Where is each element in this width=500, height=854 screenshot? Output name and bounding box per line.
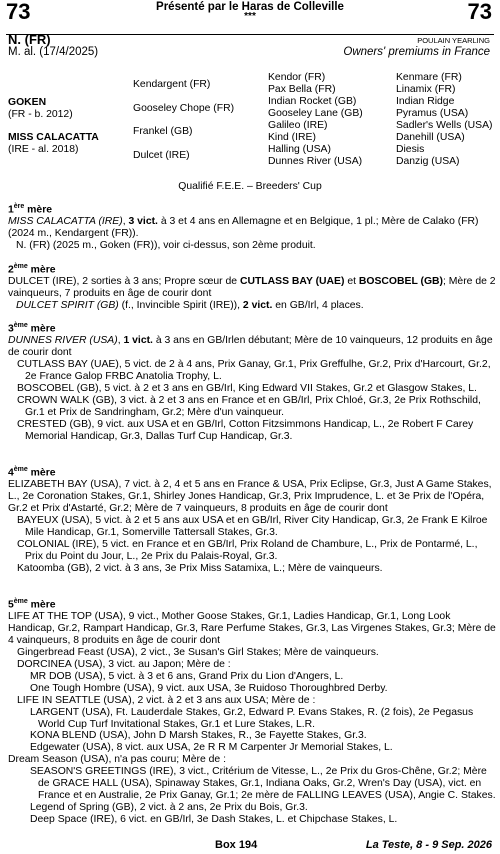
box-number: Box 194 bbox=[215, 839, 258, 851]
great-great-grandparent: Diesis bbox=[396, 144, 425, 155]
produce-line: CROWN WALK (GB), 3 vict. à 2 et 3 ans en France et en GB/Irl, Prix Chloé, Gr.3, 2e Prix Rothschild, Gr.1 et Prix de Sandringham, Gr.2; Mère d'un vainqueur. bbox=[17, 394, 481, 418]
dam-paragraph: ELIZABETH BAY (USA), 7 vict. à 2, 4 et 5 ans en France & USA, Prix Eclipse, Gr.3, Just A Game Stakes, L., 2e Coronation Stakes, Gr.1, Shirley Jones Handicap, Gr.3, Prix Imprudence, L. et 3e Prix de l'Opéra, Gr.2 et Prix d'Astarté, Gr.2; Mère de 7 vainqueurs, 8 produits en âge de courir dont bbox=[8, 479, 492, 515]
pedigree-dam-info: (IRE - al. 2018) bbox=[8, 144, 79, 155]
dam-paragraph: DUNNES RIVER (USA), 1 vict. à 3 ans en GB/Irlen débutant; Mère de 10 vainqueurs, 12 produits en âge de courir dont bbox=[8, 335, 493, 359]
produce-line: Gingerbread Feast (USA), 2 vict., 3e Susan's Girl Stakes; Mère de vainqueurs. bbox=[17, 647, 379, 659]
great-great-grandparent: Linamix (FR) bbox=[396, 84, 456, 95]
header-divider bbox=[6, 34, 494, 35]
great-grandparent: Galileo (IRE) bbox=[268, 120, 328, 131]
great-grandparent: Pax Bella (FR) bbox=[268, 84, 336, 95]
great-great-grandparent: Pyramus (USA) bbox=[396, 108, 469, 119]
pedigree-dam: MISS CALACATTA bbox=[8, 132, 99, 143]
great-grandparent: Dunnes River (USA) bbox=[268, 156, 363, 167]
lot-number-left: 73 bbox=[6, 0, 31, 24]
produce-line: Dream Season (USA), n'a pas couru; Mère de : bbox=[8, 754, 226, 766]
category-label: POULAIN YEARLING bbox=[417, 36, 490, 45]
produce-line: MR DOB (USA), 5 vict. à 3 et 6 ans, Grand Prix du Lion d'Angers, L. bbox=[30, 670, 344, 682]
section-title: 4ème mère bbox=[8, 466, 56, 479]
premiums-label: Owners' premiums in France bbox=[343, 46, 490, 58]
section-title: 1ère mère bbox=[8, 203, 53, 216]
section-title: 3ème mère bbox=[8, 322, 56, 335]
section-1ere-mere bbox=[8, 201, 496, 252]
produce-line: One Tough Hombre (USA), 9 vict. aux USA, 3e Ruidoso Thoroughbred Derby. bbox=[30, 682, 388, 694]
section-title: 5ème mère bbox=[8, 598, 56, 611]
great-grandparent: Gooseley Lane (GB) bbox=[268, 108, 363, 119]
produce-line: CUTLASS BAY (UAE), 5 vict. de 2 à 4 ans, Prix Ganay, Gr.1, Prix Greffulhe, Gr.2, Prix d'Harcourt, Gr.2, 2e France Galop FRBC Anatolia Trophy, L. bbox=[17, 359, 491, 383]
produce-line: DORCINEA (USA), 3 vict. au Japon; Mère de : bbox=[17, 659, 231, 670]
produce-line: BOSCOBEL (GB), 5 vict. à 2 et 3 ans en GB/Irl, King Edward VII Stakes, Gr.2 et Glasgow Stakes, L. bbox=[17, 383, 477, 394]
horse-name: N. (FR) bbox=[8, 32, 51, 47]
pedigree-sire: GOKEN bbox=[8, 97, 47, 108]
produce-line: KONA BLEND (USA), John D Marsh Stakes, R., 3e Fayette Stakes, Gr.3. bbox=[30, 730, 367, 742]
section-title: 2ème mère bbox=[8, 263, 56, 276]
presenter-line: Présenté par le Haras de Colleville bbox=[156, 1, 344, 13]
section-5eme-mere bbox=[8, 596, 496, 826]
produce-line: Deep Space (IRE), 6 vict. en GB/Irl, 3e Dash Stakes, L. et Chipchase Stakes, L. bbox=[30, 813, 398, 825]
dam-paragraph: MISS CALACATTA (IRE), 3 vict. à 3 et 4 ans en Allemagne et en Belgique, 1 pl.; Mère de Calako (FR) (2024 m., Kendargent (FR)). bbox=[8, 216, 479, 240]
dam-paragraph: DULCET (IRE), 2 sorties à 3 ans; Propre sœur de CUTLASS BAY (UAE) et BOSCOBEL (GB); Mère de 2 vainqueurs, 7 produits en âge de courir dont bbox=[8, 276, 496, 300]
qualification-line: Qualifié F.E.E. – Breeders' Cup bbox=[178, 181, 322, 192]
produce-line: COLONIAL (IRE), 5 vict. en France et en GB/Irl, Prix Roland de Chambure, L., Prix de Pontarmé, L., Prix du Point du Jour, L., 2e Prix du Palais-Royal, Gr.3. bbox=[17, 538, 478, 562]
produce-line: Edgewater (USA), 8 vict. aux USA, 2e R R M Carpenter Jr Memorial Stakes, L. bbox=[30, 742, 393, 754]
section-2eme-mere bbox=[8, 261, 496, 312]
produce-line: N. (FR) (2025 m., Goken (FR)), voir ci-dessus, son 2ème produit. bbox=[16, 240, 316, 252]
grandparent: Kendargent (FR) bbox=[133, 79, 211, 90]
great-grandparent: Kendor (FR) bbox=[268, 72, 326, 83]
great-grandparent: Indian Rocket (GB) bbox=[268, 96, 357, 107]
produce-line: Legend of Spring (GB), 2 vict. à 2 ans, 2e Prix du Bois, Gr.3. bbox=[30, 801, 308, 813]
pedigree-sire-info: (FR - b. 2012) bbox=[8, 109, 73, 120]
great-great-grandparent: Indian Ridge bbox=[396, 96, 455, 107]
sex-colour-birth: M. al. (17/4/2025) bbox=[8, 46, 99, 58]
produce-line: CRESTED (GB), 9 vict. aux USA et en GB/Irl, Cotton Fitzsimmons Handicap, L., 2e Robert F Carey Memorial Handicap, Gr.3, Dallas Turf Cup Handicap, Gr.3. bbox=[17, 418, 474, 442]
great-great-grandparent: Danzig (USA) bbox=[396, 156, 460, 167]
produce-line: LARGENT (USA), Ft. Lauderdale Stakes, Gr.2, Edward P. Evans Stakes, R. (2 fois), 2e Pegasus World Cup Turf Invitational Stakes, Gr.1 et Lure Stakes, L.R. bbox=[30, 706, 474, 730]
dam-paragraph: LIFE AT THE TOP (USA), 9 vict., Mother Goose Stakes, Gr.1, Ladies Handicap, Gr.1, Long Look Handicap, Gr.2, Rampart Handicap, Gr.3, Rare Perfume Stakes, Gr.3, Las Virgenes Stakes, Gr.3; Mère de 4 vainqueurs, 8 produits en âge de courir dont bbox=[8, 611, 496, 647]
great-great-grandparent: Kenmare (FR) bbox=[396, 72, 462, 83]
produce-line: Katoomba (GB), 2 vict. à 3 ans, 3e Prix Miss Satamixa, L.; Mère de vainqueurs. bbox=[17, 562, 383, 574]
section-3eme-mere bbox=[8, 320, 496, 443]
produce-line: SEASON'S GREETINGS (IRE), 3 vict., Critérium de Vitesse, L., 2e Prix du Gros-Chêne, Gr.2; Mère de GRACE HALL (USA), Spinaway Stakes, Gr.1, Indiana Oaks, Gr.2, Wren's Day (USA), vict. en France et en Australie, 2e Prix Ganay, Gr.1; 2e mère de FALLING LEAVES (USA), Angie C. Stakes. bbox=[30, 766, 496, 801]
great-grandparent: Kind (IRE) bbox=[268, 132, 316, 143]
great-great-grandparent: Sadler's Wells (USA) bbox=[396, 120, 493, 131]
great-great-grandparent: Danehill (USA) bbox=[396, 132, 465, 143]
great-grandparent: Halling (USA) bbox=[268, 144, 331, 155]
produce-line: BAYEUX (USA), 5 vict. à 2 et 5 ans aux USA et en GB/Irl, River City Handicap, Gr.3, 2e Frank E Kilroe Mile Handicap, Gr.1, Somerville Tattersall Stakes, Gr.3. bbox=[17, 515, 488, 538]
grandparent: Dulcet (IRE) bbox=[133, 150, 190, 161]
grandparent: Frankel (GB) bbox=[133, 126, 193, 137]
grandparent: Gooseley Chope (FR) bbox=[133, 103, 235, 114]
lot-number-right: 73 bbox=[467, 0, 492, 24]
produce-line: DULCET SPIRIT (GB) (f., Invincible Spirit (IRE)), 2 vict. en GB/Irl, 4 places. bbox=[16, 300, 364, 312]
produce-line: LIFE IN SEATTLE (USA), 2 vict. à 2 et 3 ans aux USA; Mère de : bbox=[17, 694, 316, 706]
stars-rating: *** bbox=[244, 11, 256, 22]
sale-venue-dates: La Teste, 8 - 9 Sep. 2026 bbox=[365, 839, 492, 851]
section-4eme-mere bbox=[8, 464, 496, 575]
